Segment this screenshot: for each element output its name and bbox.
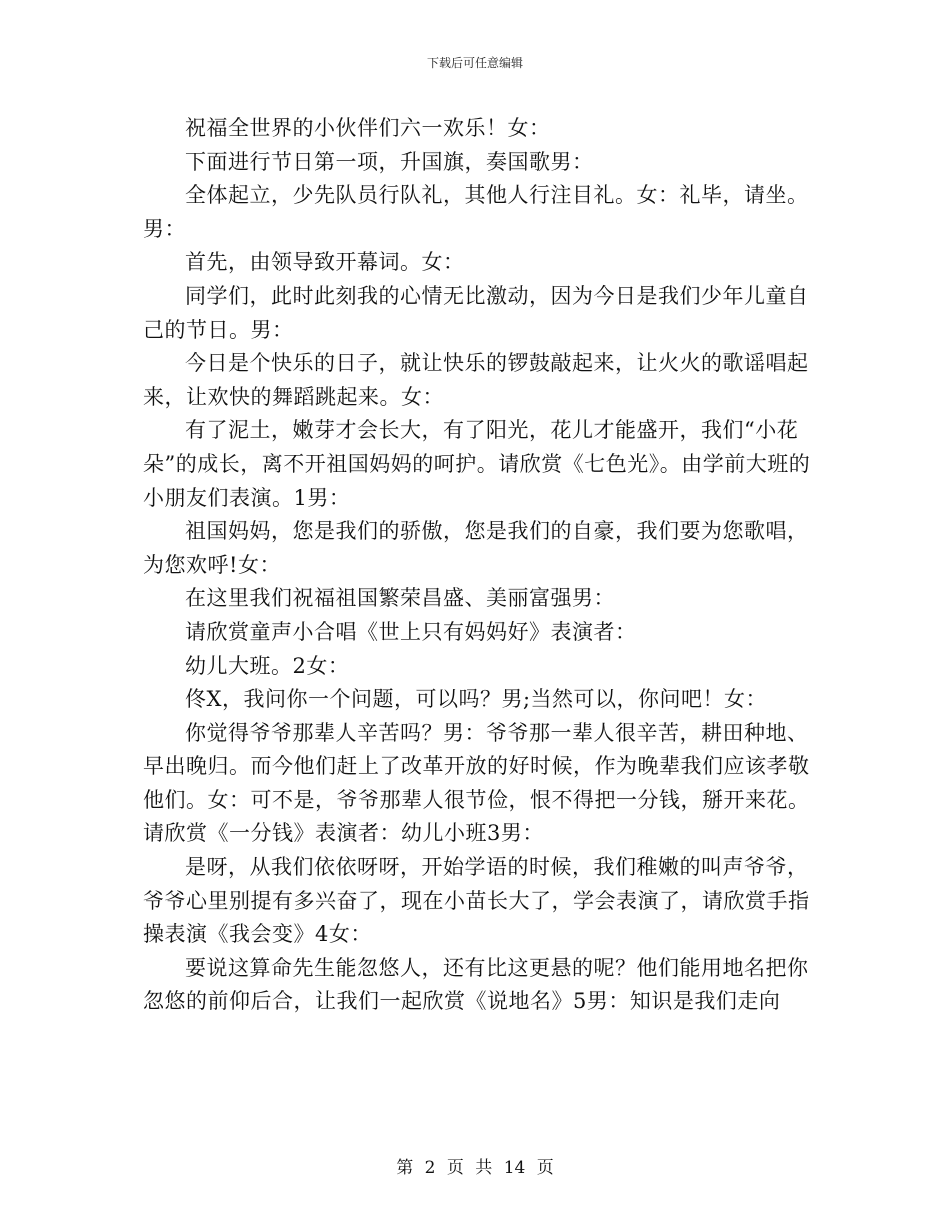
paragraph: 全体起立，少先队员行队礼，其他人行注目礼。女：礼毕，请坐。男： <box>143 183 809 241</box>
paragraph: 今日是个快乐的日子，就让快乐的锣鼓敲起来，让火火的歌谣唱起来，让欢快的舞蹈跳起来。女： <box>143 351 809 409</box>
paragraph: 幼儿大班。2女： <box>185 653 350 678</box>
paragraph: 要说这算命先生能忽悠人，还有比这更悬的呢？他们能用地名把你忽悠的前仰后合，让我们一起欣赏《说地名》5男：知识是我们走向 <box>143 955 809 1014</box>
paragraph: 你觉得爷爷那辈人辛苦吗？男：爷爷那一辈人很辛苦，耕田种地、早出晚归。而今他们赶上了改革开放的好时候，作为晚辈我们应该孝敬他们。女：可不是，爷爷那辈人很节俭，恨不得把一分钱，掰开来花。请欣赏《一分钱》表演者：幼儿小班3男： <box>143 720 810 846</box>
page-footer: 第 2 页 共 14 页 <box>396 1158 554 1178</box>
paragraph: 首先，由领导致开幕词。女： <box>185 250 465 275</box>
paragraph: 是呀，从我们依依呀呀，开始学语的时候，我们稚嫩的叫声爷爷，爷爷心里别提有多兴奋了，现在小苗长大了，学会表演了，请欣赏手指操表演《我会变》4女： <box>143 855 810 947</box>
paragraph: 祖国妈妈，您是我们的骄傲，您是我们的自豪，我们要为您歌唱，为您欢呼!女： <box>143 519 809 577</box>
paragraph: 同学们，此时此刻我的心情无比激动，因为今日是我们少年儿童自己的节日。男： <box>143 283 809 342</box>
page-header: 下载后可任意编辑 <box>426 56 523 70</box>
paragraph: 祝福全世界的小伙伴们六一欢乐！女： <box>185 116 551 140</box>
paragraph: 请欣赏童声小合唱《世上只有妈妈好》表演者： <box>185 619 637 644</box>
document-body <box>143 112 813 1019</box>
paragraph: 下面进行节日第一项，升国旗，奏国歌男： <box>185 149 594 174</box>
paragraph: 有了泥土，嫩芽才会长大，有了阳光，花儿才能盛开，我们“小花朵”的成长，离不开祖国妈妈的呵护。请欣赏《七色光》。由学前大班的小朋友们表演。1男： <box>143 418 811 510</box>
paragraph: 佟X，我问你一个问题，可以吗？男;当然可以，你问吧！女： <box>185 687 768 712</box>
paragraph: 在这里我们祝福祖国繁荣昌盛、美丽富强男： <box>185 586 615 611</box>
